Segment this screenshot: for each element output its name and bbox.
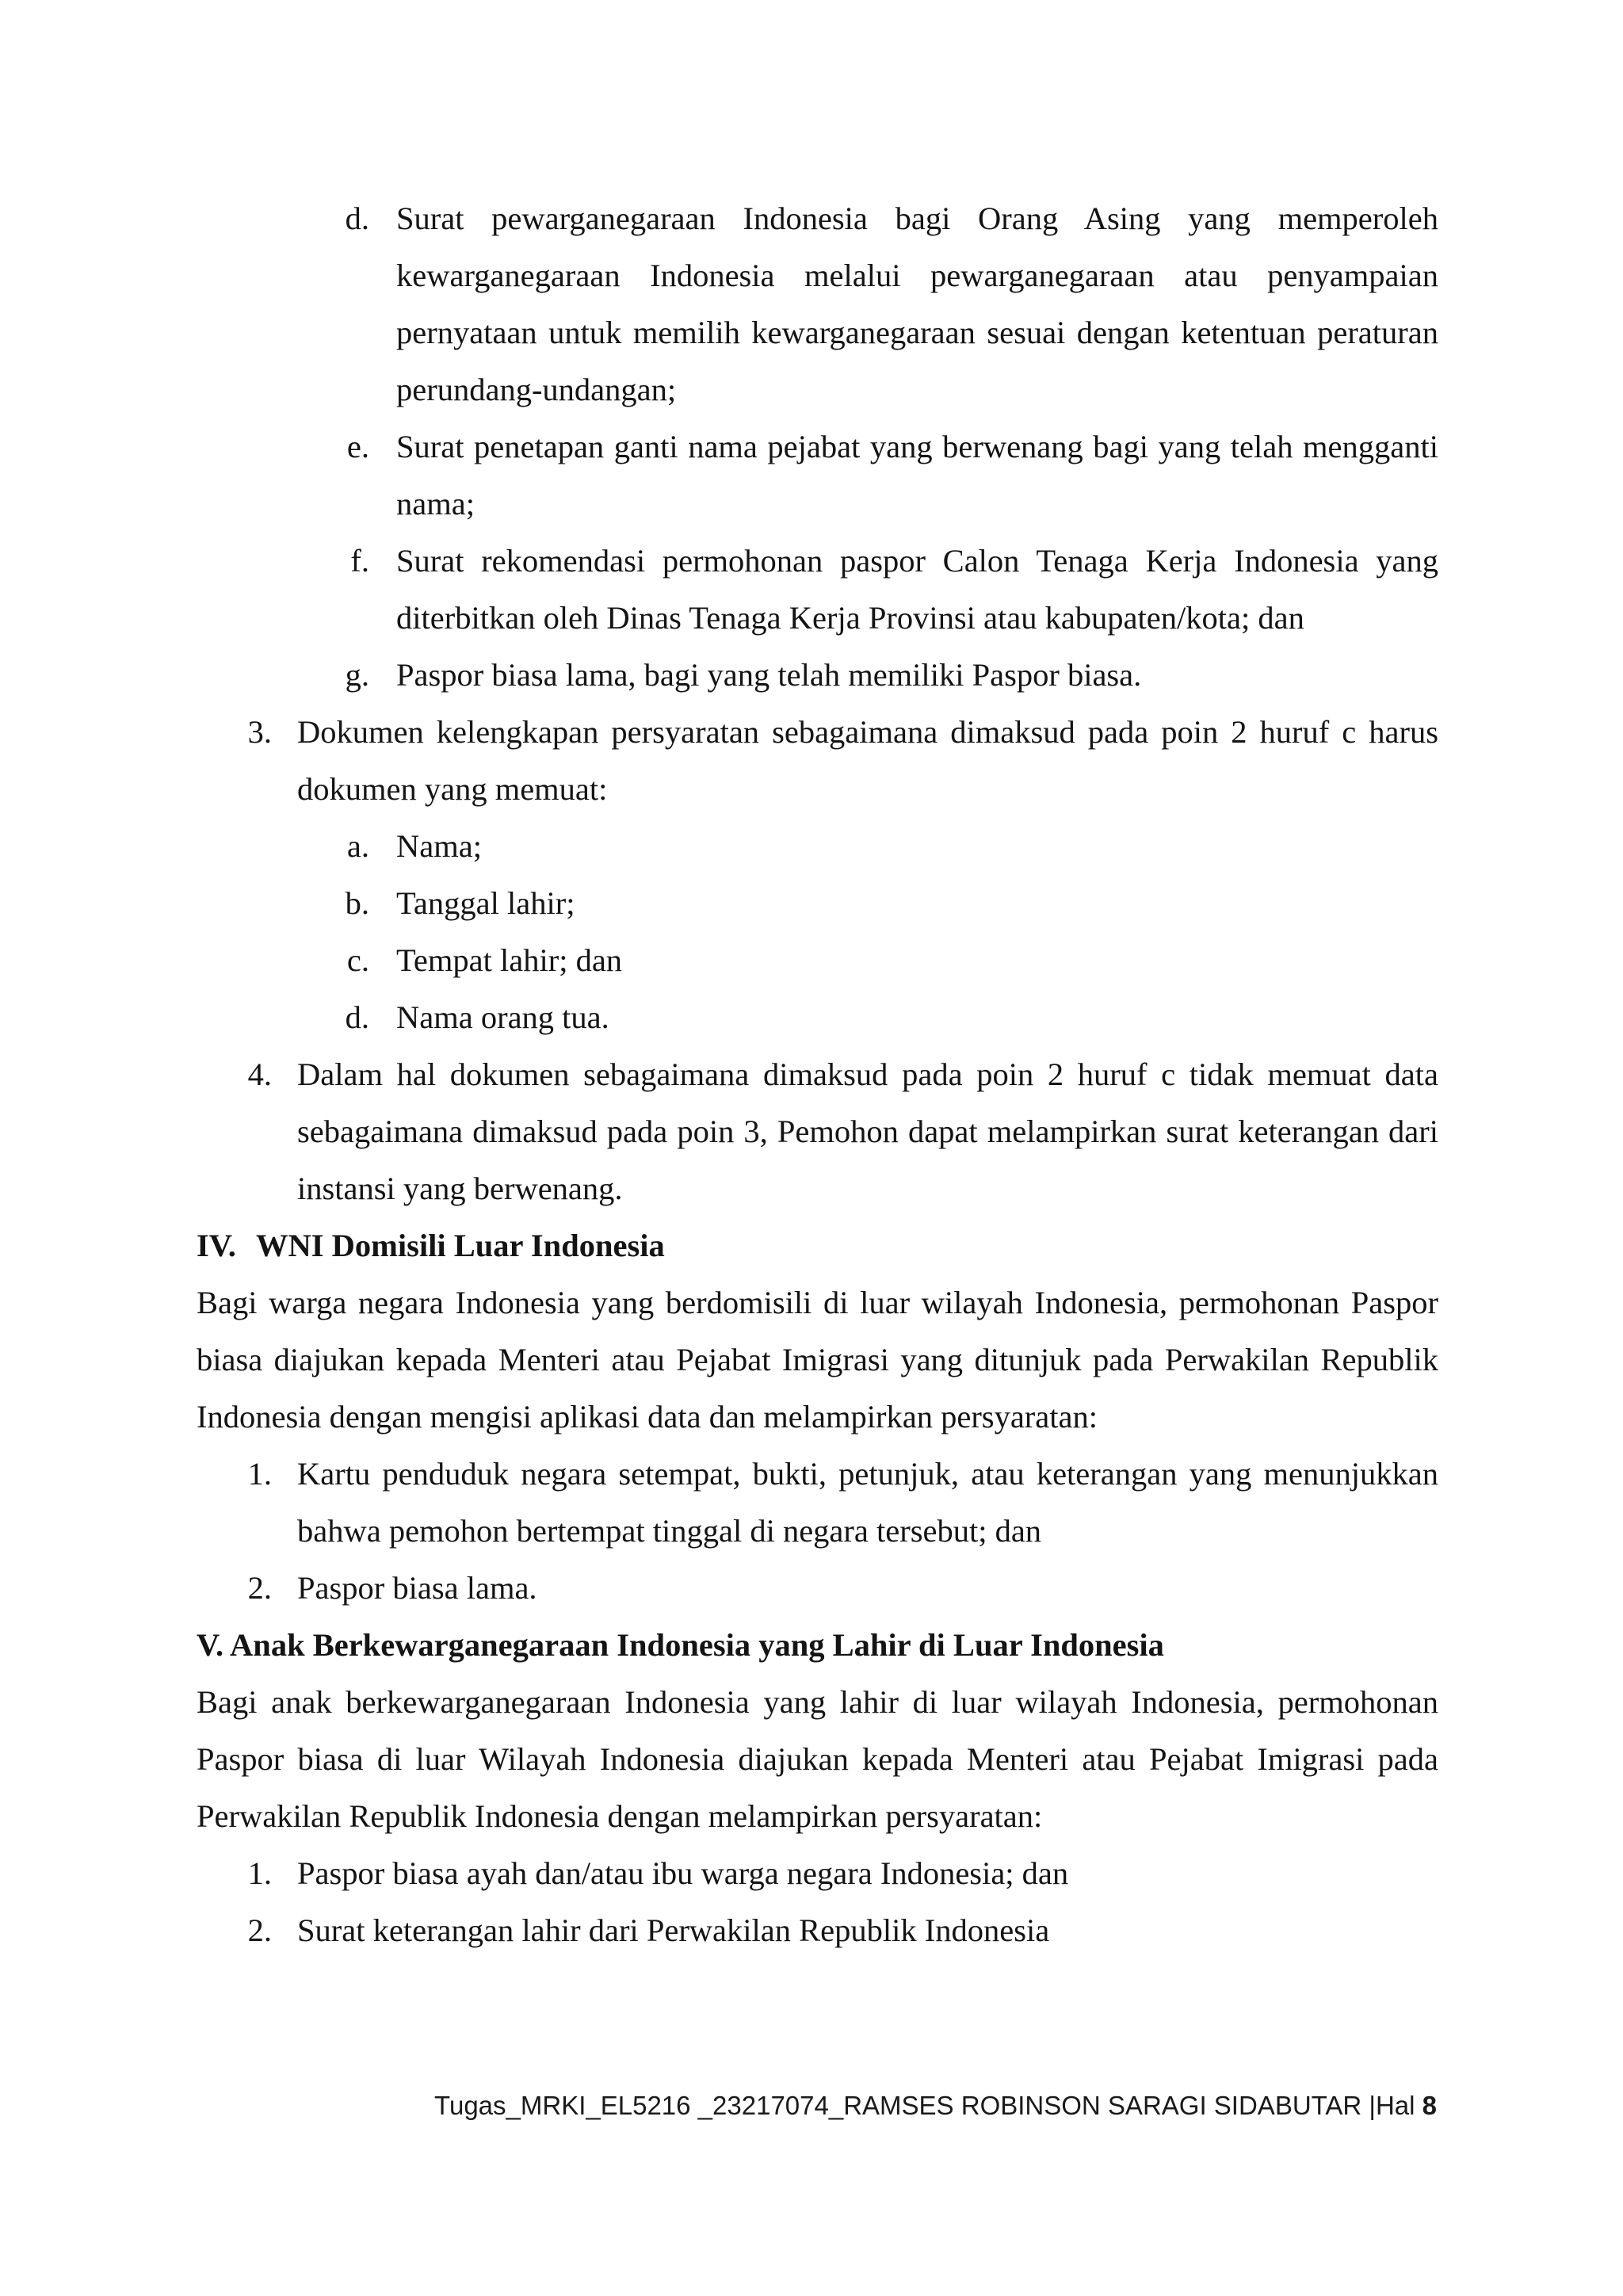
- list-marker: 3.: [247, 714, 272, 750]
- list-item-line: bahwa pemohon bertempat tinggal di negara tersebut; dan: [297, 1513, 1042, 1549]
- list-item-line: kewarganegaraan Indonesia melalui pewarganegaraan atau penyampaian: [396, 258, 1438, 293]
- list-item-line: Paspor biasa ayah dan/atau ibu warga negara Indonesia; dan: [297, 1855, 1069, 1891]
- list-item-line: perundang-undangan;: [396, 372, 677, 407]
- list-marker: d.: [345, 999, 369, 1035]
- list-item-line: dokumen yang memuat:: [297, 771, 608, 807]
- paragraph-line: biasa diajukan kepada Menteri atau Pejabat Imigrasi yang ditunjuk pada Perwakilan Republik: [197, 1342, 1438, 1377]
- list-item-line: Kartu penduduk negara setempat, bukti, petunjuk, atau keterangan yang menunjukkan: [297, 1456, 1438, 1492]
- list-marker: d.: [345, 201, 369, 236]
- list-item-line: instansi yang berwenang.: [297, 1171, 623, 1206]
- footer-text: Tugas_MRKI_EL5216 _23217074_RAMSES ROBINSON SARAGI SIDABUTAR |Hal: [434, 2091, 1423, 2120]
- list-item-line: Tanggal lahir;: [396, 885, 575, 921]
- list-marker: e.: [346, 429, 369, 464]
- section-heading: WNI Domisili Luar Indonesia: [256, 1228, 665, 1263]
- list-item-line: Nama orang tua.: [396, 999, 609, 1035]
- paragraph-line: Indonesia dengan mengisi aplikasi data dan melampirkan persyaratan:: [197, 1399, 1098, 1435]
- list-marker: b.: [345, 885, 369, 921]
- list-marker: 4.: [247, 1056, 272, 1092]
- list-item-line: Paspor biasa lama.: [297, 1570, 537, 1606]
- section-heading: V. Anak Berkewarganegaraan Indonesia yang Lahir di Luar Indonesia: [197, 1627, 1164, 1663]
- paragraph-line: Bagi warga negara Indonesia yang berdomisili di luar wilayah Indonesia, permohonan Paspor: [197, 1285, 1438, 1320]
- list-item-line: Surat rekomendasi permohonan paspor Calon Tenaga Kerja Indonesia yang: [396, 543, 1438, 579]
- paragraph-line: Bagi anak berkewarganegaraan Indonesia yang lahir di luar wilayah Indonesia, permohonan: [197, 1684, 1438, 1720]
- list-item-line: nama;: [396, 486, 475, 521]
- list-item-line: Surat penetapan ganti nama pejabat yang berwenang bagi yang telah mengganti: [396, 429, 1438, 464]
- list-item-line: Dalam hal dokumen sebagaimana dimaksud pada poin 2 huruf c tidak memuat data: [297, 1056, 1438, 1092]
- list-item-line: sebagaimana dimaksud pada poin 3, Pemohon dapat melampirkan surat keterangan dari: [297, 1114, 1438, 1149]
- paragraph-line: Perwakilan Republik Indonesia dengan melampirkan persyaratan:: [197, 1798, 1043, 1834]
- list-marker: g.: [345, 657, 369, 693]
- page-number: 8: [1422, 2091, 1437, 2120]
- list-item-line: Paspor biasa lama, bagi yang telah memiliki Paspor biasa.: [396, 657, 1142, 693]
- list-item-line: Surat pewarganegaraan Indonesia bagi Orang Asing yang memperoleh: [396, 201, 1438, 236]
- list-marker: 1.: [247, 1456, 272, 1492]
- paragraph-line: Paspor biasa di luar Wilayah Indonesia diajukan kepada Menteri atau Pejabat Imigrasi pada: [197, 1741, 1438, 1777]
- page-footer: [434, 2086, 1437, 2126]
- section-heading-number: IV.: [197, 1228, 236, 1263]
- list-item-line: Surat keterangan lahir dari Perwakilan Republik Indonesia: [297, 1912, 1050, 1948]
- list-marker: 1.: [247, 1855, 272, 1891]
- list-item-line: pernyataan untuk memilih kewarganegaraan sesuai dengan ketentuan peraturan: [396, 315, 1438, 350]
- list-item-line: Tempat lahir; dan: [396, 942, 623, 978]
- list-marker: c.: [346, 942, 369, 978]
- list-item-line: diterbitkan oleh Dinas Tenaga Kerja Provinsi atau kabupaten/kota; dan: [396, 600, 1304, 636]
- list-item-line: Nama;: [396, 828, 482, 864]
- list-marker: f.: [350, 543, 369, 579]
- list-marker: 2.: [247, 1570, 272, 1606]
- list-marker: a.: [346, 828, 369, 864]
- list-item-line: Dokumen kelengkapan persyaratan sebagaimana dimaksud pada poin 2 huruf c harus: [297, 714, 1438, 750]
- list-marker: 2.: [247, 1912, 272, 1948]
